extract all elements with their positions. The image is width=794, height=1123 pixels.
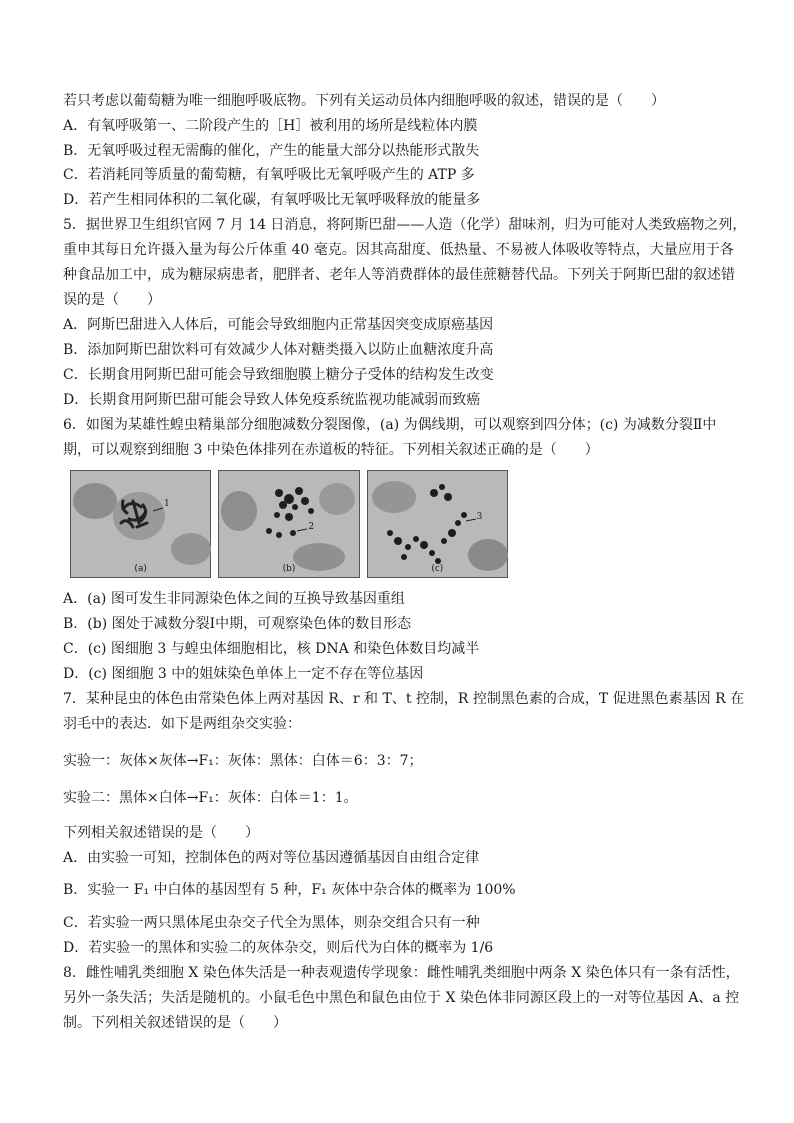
micrograph-a-marker: 1 (164, 499, 170, 509)
q4-option-d: D．若产生相同体积的二氧化碳，有氧呼吸比无氧呼吸释放的能量多 (63, 192, 481, 208)
micrograph-b-image (219, 471, 361, 579)
q5-option-a: A．阿斯巴甜进入人体后，可能会导致细胞内正常基因突变成原癌基因 (63, 317, 494, 333)
q6-stem-line1: 6．如图为某雄性蝗虫精巢部分细胞减数分裂图像，(a) 为偶线期，可以观察到四分体；(c) 为减数分裂Ⅱ中 (63, 417, 717, 433)
q5-stem-line3: 种食品加工中，成为糖尿病患者，肥胖者、老年人等消费群体的最佳蔗糖替代品。下列关于阿斯巴甜的叙述错 (63, 267, 735, 283)
q5-option-c: C．长期食用阿斯巴甜可能会导致细胞膜上糖分子受体的结构发生改变 (63, 367, 494, 383)
micrograph-panel-c (367, 470, 508, 578)
q8-stem-line3: 制。下列相关叙述错误的是（ ） (63, 1015, 287, 1031)
q6-option-a: A．(a) 图可发生非同源染色体之间的互换导致基因重组 (63, 591, 405, 607)
micrograph-a-image (71, 471, 213, 579)
micrograph-panel-b (218, 470, 359, 578)
q6-option-b: B．(b) 图处于减数分裂Ⅰ中期，可观察染色体的数目形态 (63, 616, 412, 632)
meiosis-micrograph-figure (70, 470, 508, 578)
q8-stem-line1: 8．雌性哺乳类细胞 X 染色体失活是一种表观遗传学现象：雌性哺乳类细胞中两条 X 染色体只有一条有活性， (63, 965, 740, 981)
q4-option-c: C．若消耗同等质量的葡萄糖，有氧呼吸比无氧呼吸产生的 ATP 多 (63, 167, 475, 183)
q7-option-b: B．实验一 F₁ 中白体的基因型有 5 种，F₁ 灰体中杂合体的概率为 100% (63, 882, 516, 898)
q4-option-a: A．有氧呼吸第一、二阶段产生的［H］被利用的场所是线粒体内膜 (63, 118, 478, 134)
q7-option-a: A．由实验一可知，控制体色的两对等位基因遵循基因自由组合定律 (63, 850, 480, 866)
micrograph-a-label: (a) (134, 564, 147, 574)
q5-stem-line1: 5．据世界卫生组织官网 7 月 14 日消息，将阿斯巴甜——人造（化学）甜味剂，归为可能对人类致癌物之列， (63, 217, 747, 233)
q4-stem: 若只考虑以葡萄糖为唯一细胞呼吸底物。下列有关运动员体内细胞呼吸的叙述，错误的是（ ） (63, 93, 665, 109)
q4-option-b: B．无氧呼吸过程无需酶的催化，产生的能量大部分以热能形式散失 (63, 143, 480, 159)
q7-stem-line2: 羽毛中的表达．如下是两组杂交实验： (63, 716, 301, 732)
q6-stem-line2: 期，可以观察到细胞 3 中染色体排列在赤道板的特征。下列相关叙述正确的是（ ） (63, 442, 599, 458)
micrograph-c-marker: 3 (476, 512, 483, 522)
q6-option-c: C．(c) 图细胞 3 与蝗虫体细胞相比，核 DNA 和染色体数目均减半 (63, 641, 480, 657)
micrograph-panel-a (70, 470, 211, 578)
q8-stem-line2: 另外一条失活；失活是随机的。小鼠毛色中黑色和鼠色由位于 X 染色体非同源区段上的一对等位基因 A、a 控 (63, 990, 740, 1006)
q5-stem-line4: 误的是（ ） (63, 292, 161, 308)
q5-option-d: D．长期食用阿斯巴甜可能会导致人体免疫系统监视功能减弱而致癌 (63, 392, 481, 408)
q7-stem-line1: 7．某种昆虫的体色由常染色体上两对基因 R、r 和 T、t 控制，R 控制黑色素的合成，T 促进黑色素基因 R 在 (63, 691, 745, 707)
micrograph-c-label: (c) (431, 564, 444, 574)
q7-experiment-2: 实验二：黑体×白体→F₁：灰体：白体＝1：1。 (63, 790, 358, 806)
q7-option-c: C．若实验一两只黑体尾虫杂交子代全为黑体，则杂交组合只有一种 (63, 915, 480, 931)
q5-option-b: B．添加阿斯巴甜饮料可有效减少人体对糖类摄入以防止血糖浓度升高 (63, 342, 494, 358)
q7-experiment-1: 实验一：灰体×灰体→F₁：灰体：黑体：白体＝6：3：7； (63, 753, 423, 769)
q7-option-d: D．若实验一的黑体和实验二的灰体杂交，则后代为白体的概率为 1/6 (63, 940, 494, 956)
micrograph-c-image (368, 471, 510, 579)
q7-question: 下列相关叙述错误的是（ ） (63, 825, 259, 841)
micrograph-b-marker: 2 (308, 522, 315, 532)
q5-stem-line2: 重申其每日允许摄入量为每公斤体重 40 毫克。因其高甜度、低热量、不易被人体吸收等特点，大量应用于各 (63, 242, 734, 258)
micrograph-b-label: (b) (282, 564, 296, 574)
q6-option-d: D．(c) 图细胞 3 中的姐妹染色单体上一定不存在等位基因 (63, 666, 424, 682)
